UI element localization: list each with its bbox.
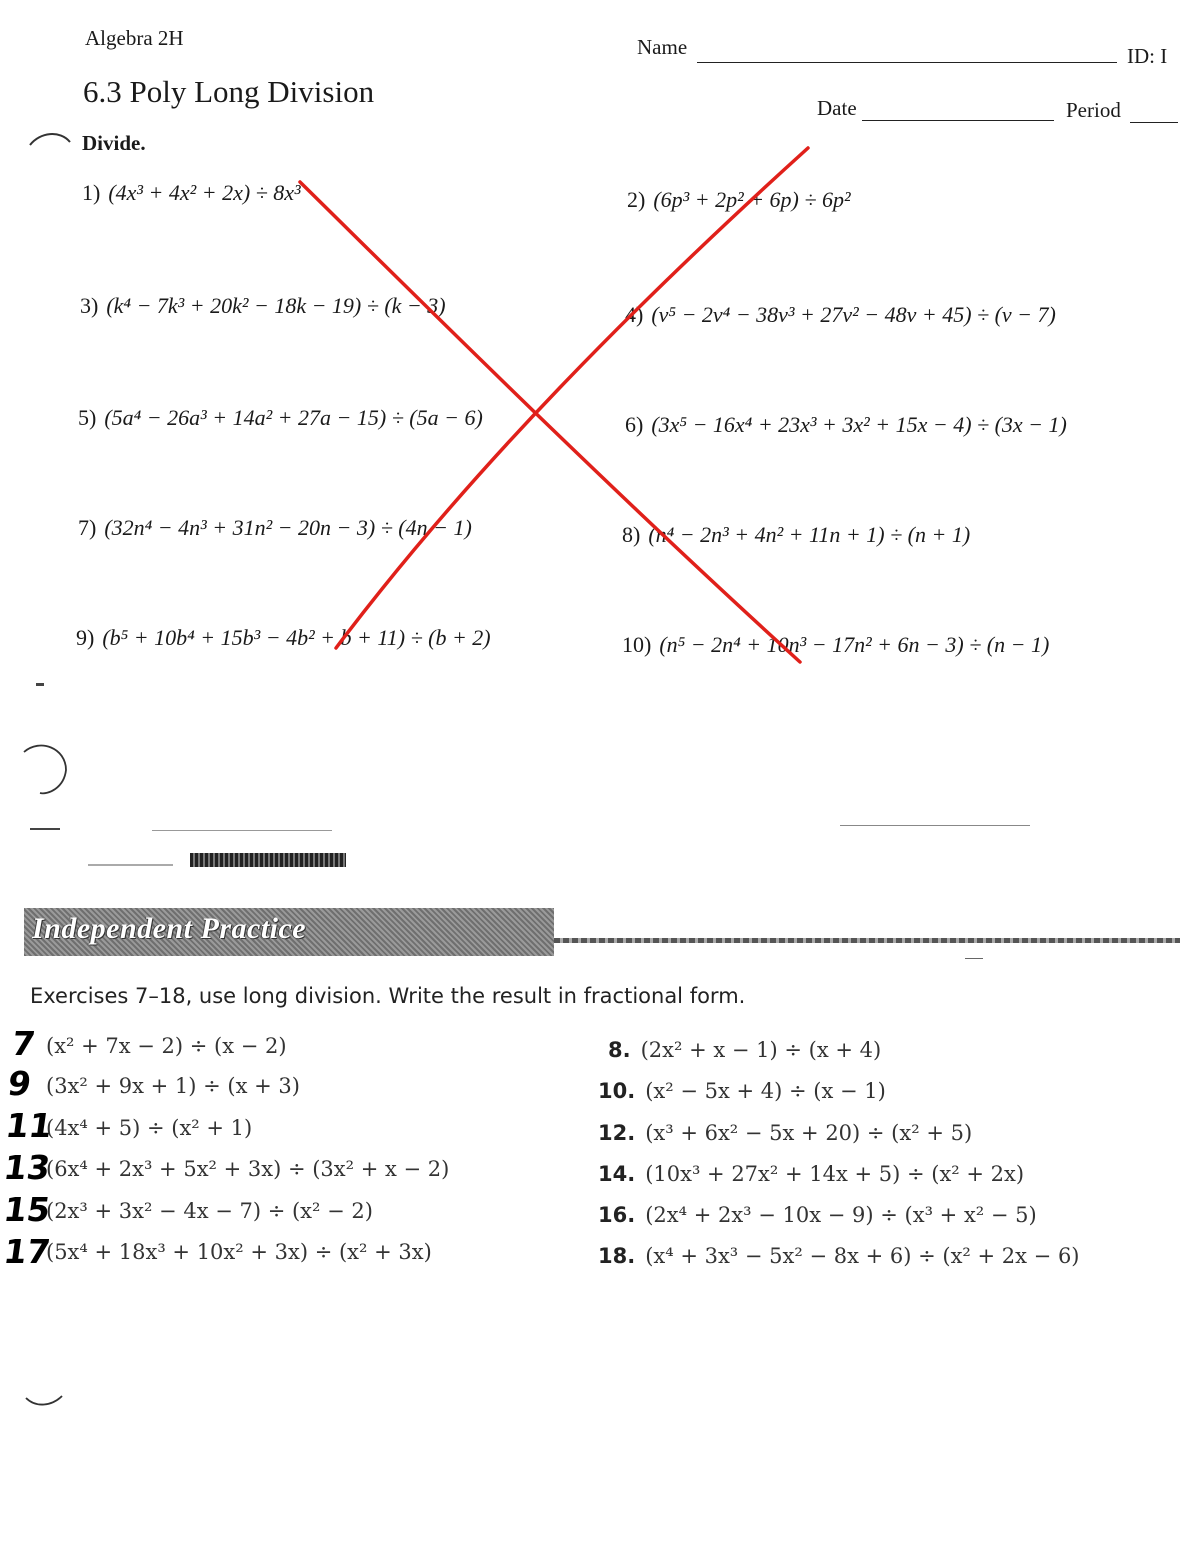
course-name: Algebra 2H <box>85 26 184 50</box>
scan-speck <box>30 828 60 830</box>
cross-out-stroke-2 <box>336 148 808 648</box>
problem-5 <box>78 405 483 431</box>
scan-speck <box>36 683 44 686</box>
handwritten-number: 11 <box>3 1106 55 1145</box>
problem-number: 9) <box>76 625 95 650</box>
scan-speck <box>152 830 332 831</box>
problem-number: 3) <box>80 293 99 318</box>
problem-4 <box>625 302 1056 328</box>
page-title: 6.3 Poly Long Division <box>83 74 375 109</box>
exercise-10 <box>598 1079 886 1103</box>
independent-practice-heading: Independent Practice <box>32 912 307 945</box>
hole-punch-mark <box>26 1396 62 1405</box>
problem-number: 8) <box>622 522 641 547</box>
exercise-15: (2x³ + 3x² − 4x − 7) ÷ (x² − 2) <box>46 1199 373 1223</box>
problem-number: 7) <box>78 515 97 540</box>
problem-7 <box>78 515 472 541</box>
problem-8 <box>622 522 970 548</box>
problem-number: 10) <box>622 632 652 657</box>
date-field-line[interactable] <box>862 120 1054 121</box>
problem-number: 6) <box>625 412 644 437</box>
problem-expression: (n⁵ − 2n⁴ + 10n³ − 17n² + 6n − 3) ÷ (n − 1) <box>659 632 1050 657</box>
period-field-line[interactable] <box>1130 122 1178 123</box>
exercise-expression: (x³ + 6x² − 5x + 20) ÷ (x² + 5) <box>645 1121 973 1145</box>
handwritten-number: 13 <box>1 1148 53 1187</box>
scan-speck <box>965 958 983 959</box>
divide-instruction: Divide. <box>82 131 146 155</box>
exercise-number: 8. <box>608 1038 631 1062</box>
problem-expression: (5a⁴ − 26a³ + 14a² + 27a − 15) ÷ (5a − 6) <box>104 405 483 430</box>
problem-number: 5) <box>78 405 97 430</box>
problem-6 <box>625 412 1067 438</box>
hole-punch-mark <box>24 746 66 794</box>
handwritten-number: 7 <box>9 1024 38 1063</box>
exercise-12 <box>598 1121 972 1145</box>
scan-speck <box>840 825 1030 826</box>
exercise-11: (4x⁴ + 5) ÷ (x² + 1) <box>46 1116 253 1140</box>
exercise-expression: (10x³ + 27x² + 14x + 5) ÷ (x² + 2x) <box>645 1162 1025 1186</box>
problem-number: 2) <box>627 187 646 212</box>
problem-expression: (b⁵ + 10b⁴ + 15b³ − 4b² + b + 11) ÷ (b + 2) <box>102 625 491 650</box>
problem-expression: (32n⁴ − 4n³ + 31n² − 20n − 3) ÷ (4n − 1) <box>104 515 472 540</box>
exercise-number: 14. <box>598 1162 636 1186</box>
scan-speck <box>88 864 173 866</box>
name-label: Name <box>637 35 688 59</box>
problem-2 <box>627 187 851 213</box>
exercise-7: (x² + 7x − 2) ÷ (x − 2) <box>46 1034 287 1058</box>
date-label: Date <box>817 96 857 120</box>
problem-expression: (3x⁵ − 16x⁴ + 23x³ + 3x² + 15x − 4) ÷ (3x − 1) <box>651 412 1067 437</box>
exercise-13: (6x⁴ + 2x³ + 5x² + 3x) ÷ (3x² + x − 2) <box>46 1157 450 1181</box>
exercise-8 <box>608 1038 881 1062</box>
name-field-line[interactable] <box>697 62 1117 63</box>
exercise-number: 12. <box>598 1121 636 1145</box>
exercise-instructions: Exercises 7–18, use long division. Write the result in fractional form. <box>30 984 746 1008</box>
exercise-18 <box>598 1244 1080 1268</box>
section-divider <box>554 938 1180 943</box>
exercise-number: 18. <box>598 1244 636 1268</box>
problem-expression: (n⁴ − 2n³ + 4n² + 11n + 1) ÷ (n + 1) <box>648 522 971 547</box>
exercise-expression: (2x² + x − 1) ÷ (x + 4) <box>640 1038 882 1062</box>
exercise-16 <box>598 1203 1037 1227</box>
handwritten-number: 17 <box>1 1232 53 1271</box>
problem-expression: (v⁵ − 2v⁴ − 38v³ + 27v² − 48v + 45) ÷ (v − 7) <box>651 302 1056 327</box>
id-label: ID: I <box>1127 44 1168 68</box>
problem-3 <box>80 293 446 319</box>
problem-expression: (4x³ + 4x² + 2x) ÷ 8x³ <box>108 180 301 205</box>
handwritten-number: 9 <box>5 1064 34 1103</box>
problem-1 <box>82 180 301 206</box>
exercise-expression: (2x⁴ + 2x³ − 10x − 9) ÷ (x³ + x² − 5) <box>645 1203 1037 1227</box>
problem-number: 4) <box>625 302 644 327</box>
problem-10 <box>622 632 1049 658</box>
exercise-14 <box>598 1162 1024 1186</box>
scan-artifact <box>190 853 346 867</box>
problem-expression: (k⁴ − 7k³ + 20k² − 18k − 19) ÷ (k − 3) <box>106 293 446 318</box>
exercise-expression: (x² − 5x + 4) ÷ (x − 1) <box>645 1079 886 1103</box>
hole-punch-mark <box>30 134 70 145</box>
problem-9 <box>76 625 491 651</box>
problem-expression: (6p³ + 2p² + 6p) ÷ 6p² <box>653 187 851 212</box>
handwritten-number: 15 <box>1 1190 53 1229</box>
exercise-9: (3x² + 9x + 1) ÷ (x + 3) <box>46 1074 300 1098</box>
exercise-number: 10. <box>598 1079 636 1103</box>
problem-number: 1) <box>82 180 101 205</box>
exercise-17: (5x⁴ + 18x³ + 10x² + 3x) ÷ (x² + 3x) <box>46 1240 432 1264</box>
period-label: Period <box>1066 98 1121 122</box>
exercise-expression: (x⁴ + 3x³ − 5x² − 8x + 6) ÷ (x² + 2x − 6) <box>645 1244 1080 1268</box>
exercise-number: 16. <box>598 1203 636 1227</box>
